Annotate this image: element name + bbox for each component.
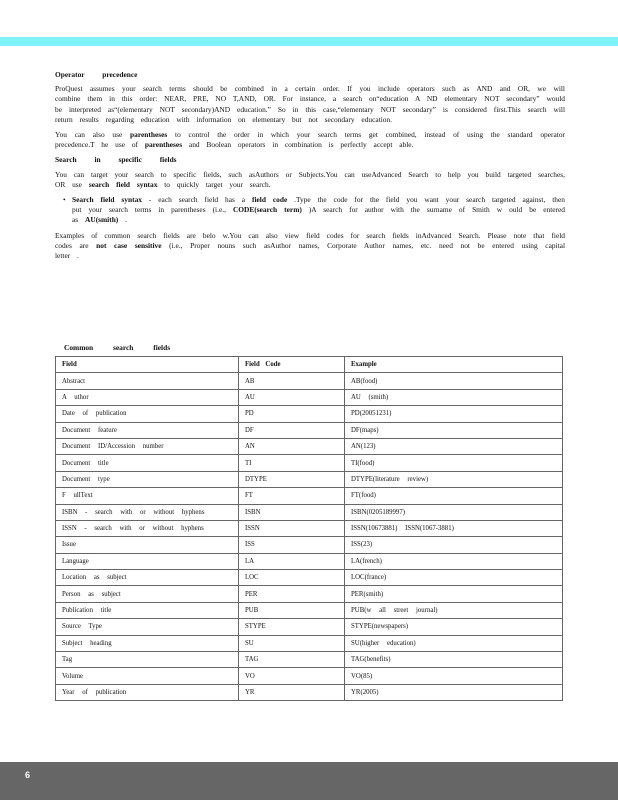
text: (i.e., Proper nouns such asAuthor names, Corporate Author names, etc. need not be entered using capital letter . bbox=[55, 240, 565, 261]
parentheses-paragraph bbox=[55, 130, 565, 150]
cell-field: Document title bbox=[56, 455, 239, 471]
header-example: Example bbox=[345, 357, 563, 373]
cell-field-code: PD bbox=[239, 406, 345, 422]
page-content bbox=[55, 70, 565, 266]
cell-field-code: AU bbox=[239, 389, 345, 405]
table-row bbox=[56, 668, 563, 684]
header-field-code: Field Code bbox=[239, 357, 345, 373]
table-row bbox=[56, 652, 563, 668]
cell-field-code: VO bbox=[239, 668, 345, 684]
text: to control the order in which your search terms get combined, instead of using the standard operator precedence.T he use of bbox=[55, 130, 565, 150]
search-specific-fields-heading: Search in specific fields bbox=[55, 155, 177, 165]
search-fields-table bbox=[55, 356, 563, 701]
cell-field-code: PUB bbox=[239, 602, 345, 618]
table-row bbox=[56, 553, 563, 569]
cell-field-code: LOC bbox=[239, 570, 345, 586]
table-row bbox=[56, 471, 563, 487]
text: . bbox=[118, 215, 127, 225]
cell-example: ISBN(0205189997) bbox=[345, 504, 563, 520]
cell-field-code: PER bbox=[239, 586, 345, 602]
text: to quickly target your search. bbox=[157, 179, 271, 189]
cell-field: Language bbox=[56, 553, 239, 569]
operator-precedence-heading: Operator precedence bbox=[55, 70, 138, 79]
cell-example: DTYPE(literature review) bbox=[345, 471, 563, 487]
table-row bbox=[56, 488, 563, 504]
table-row bbox=[56, 537, 563, 553]
table-row bbox=[56, 389, 563, 405]
text: - each search field has a bbox=[141, 195, 252, 205]
table-row bbox=[56, 504, 563, 520]
cell-field: Document type bbox=[56, 471, 239, 487]
cell-field-code: TI bbox=[239, 455, 345, 471]
table-header-row bbox=[56, 357, 563, 373]
table-row bbox=[56, 684, 563, 700]
bold-term: CODE(search term) bbox=[232, 205, 302, 215]
table-row bbox=[56, 635, 563, 651]
cell-field: Abstract bbox=[56, 373, 239, 389]
bold-term: parentheses bbox=[130, 130, 168, 140]
table-row bbox=[56, 602, 563, 618]
table-row bbox=[56, 373, 563, 389]
cell-field-code: YR bbox=[239, 684, 345, 700]
cell-example: PUB(w all street journal) bbox=[345, 602, 563, 618]
text: You can also use bbox=[55, 130, 131, 140]
cell-field-code: SU bbox=[239, 635, 345, 651]
bold-term: AU(smith) bbox=[85, 215, 119, 225]
cell-example: TI(food) bbox=[345, 455, 563, 471]
cell-field: Location as subject bbox=[56, 570, 239, 586]
cell-field: Year of publication bbox=[56, 684, 239, 700]
cell-example: AU (smith) bbox=[345, 389, 563, 405]
cell-field: Source Type bbox=[56, 619, 239, 635]
cell-field-code: ISSN bbox=[239, 520, 345, 536]
bold-term: field code bbox=[251, 195, 288, 205]
table-row bbox=[56, 570, 563, 586]
page-footer bbox=[0, 762, 618, 800]
cell-field-code: LA bbox=[239, 553, 345, 569]
cell-example: TAG(benefits) bbox=[345, 652, 563, 668]
cell-example: LOC(france) bbox=[345, 570, 563, 586]
search-field-syntax-bullet bbox=[63, 195, 565, 226]
cell-field-code: DF bbox=[239, 422, 345, 438]
cell-field-code: DTYPE bbox=[239, 471, 345, 487]
cell-field: Publication title bbox=[56, 602, 239, 618]
cell-field-code: AB bbox=[239, 373, 345, 389]
operator-precedence-paragraph: ProQuest assumes your search terms should be combined in a certain order. If you include operators such as AND and OR, we will combine them in this order: NEAR, PRE, NO T,AND, OR. For instance, a search on“education A ND elementary NOT secondary” would be interpreted as“(elementary NOT secondary)AND education.” So in this case,“elementary NOT secondary” is considered first.This search will return results regarding education with information on elementary but not secondary education. bbox=[55, 84, 565, 124]
cell-example: LA(french) bbox=[345, 553, 563, 569]
cell-example: PER(smith) bbox=[345, 586, 563, 602]
cell-field: A uthor bbox=[56, 389, 239, 405]
cell-example: SU(higher education) bbox=[345, 635, 563, 651]
cell-example: FT(food) bbox=[345, 488, 563, 504]
header-field: Field bbox=[56, 357, 239, 373]
cell-example: YR(2005) bbox=[345, 684, 563, 700]
cell-example: AN(123) bbox=[345, 438, 563, 454]
text: )A search for author with the surname of Smith w ould be entered as bbox=[72, 205, 565, 225]
text: and Boolean operators in combination is perfectly accept able. bbox=[182, 140, 414, 150]
top-accent-band bbox=[0, 37, 618, 46]
cell-field: Issue bbox=[56, 537, 239, 553]
table-row bbox=[56, 586, 563, 602]
cell-field-code: ISBN bbox=[239, 504, 345, 520]
table-row bbox=[56, 406, 563, 422]
cell-example: PD(20051231) bbox=[345, 406, 563, 422]
cell-example: STYPE(newspapers) bbox=[345, 619, 563, 635]
bold-term: Search field syntax bbox=[72, 195, 142, 205]
cell-field: Subject heading bbox=[56, 635, 239, 651]
table-row bbox=[56, 438, 563, 454]
text: .Type the code for the field you want your search targeted against, then put your search terms in parentheses (i.e., bbox=[72, 195, 565, 215]
cell-field-code: STYPE bbox=[239, 619, 345, 635]
cell-field: ISSN - search with or without hyphens bbox=[56, 520, 239, 536]
bold-term: not case sensitive bbox=[96, 240, 162, 250]
table-row bbox=[56, 520, 563, 536]
examples-paragraph bbox=[55, 231, 565, 262]
table-row bbox=[56, 422, 563, 438]
cell-example: DF(maps) bbox=[345, 422, 563, 438]
page-number: 6 bbox=[25, 770, 31, 780]
text: You can target your search to specific fields, such asAuthors or Subjects.You can useAdvanced Search to help you build targeted searches, OR use bbox=[55, 169, 565, 189]
table-title: Common search fields bbox=[64, 343, 171, 352]
cell-example: ISSN(10673881) ISSN(1067-3881) bbox=[345, 520, 563, 536]
cell-example: VO(85) bbox=[345, 668, 563, 684]
cell-field: Person as subject bbox=[56, 586, 239, 602]
cell-field: Date of publication bbox=[56, 406, 239, 422]
target-search-paragraph bbox=[55, 170, 565, 190]
cell-example: AB(food) bbox=[345, 373, 563, 389]
table-row bbox=[56, 455, 563, 471]
text: Examples of common search fields are belo w.You can also view field codes for search fields inAdvanced Search. Please note that field codes are bbox=[55, 230, 565, 250]
cell-field: Tag bbox=[56, 652, 239, 668]
table-row bbox=[56, 619, 563, 635]
cell-field: F ullText bbox=[56, 488, 239, 504]
bold-term: parentheses bbox=[144, 140, 183, 150]
bold-term: search field syntax bbox=[88, 179, 158, 189]
cell-field: Volume bbox=[56, 668, 239, 684]
cell-field: Document ID/Accession number bbox=[56, 438, 239, 454]
cell-field-code: FT bbox=[239, 488, 345, 504]
cell-field-code: ISS bbox=[239, 537, 345, 553]
cell-field: Document feature bbox=[56, 422, 239, 438]
cell-field-code: AN bbox=[239, 438, 345, 454]
cell-field-code: TAG bbox=[239, 652, 345, 668]
bullet-icon: • bbox=[63, 195, 66, 205]
cell-example: ISS(23) bbox=[345, 537, 563, 553]
cell-field: ISBN - search with or without hyphens bbox=[56, 504, 239, 520]
